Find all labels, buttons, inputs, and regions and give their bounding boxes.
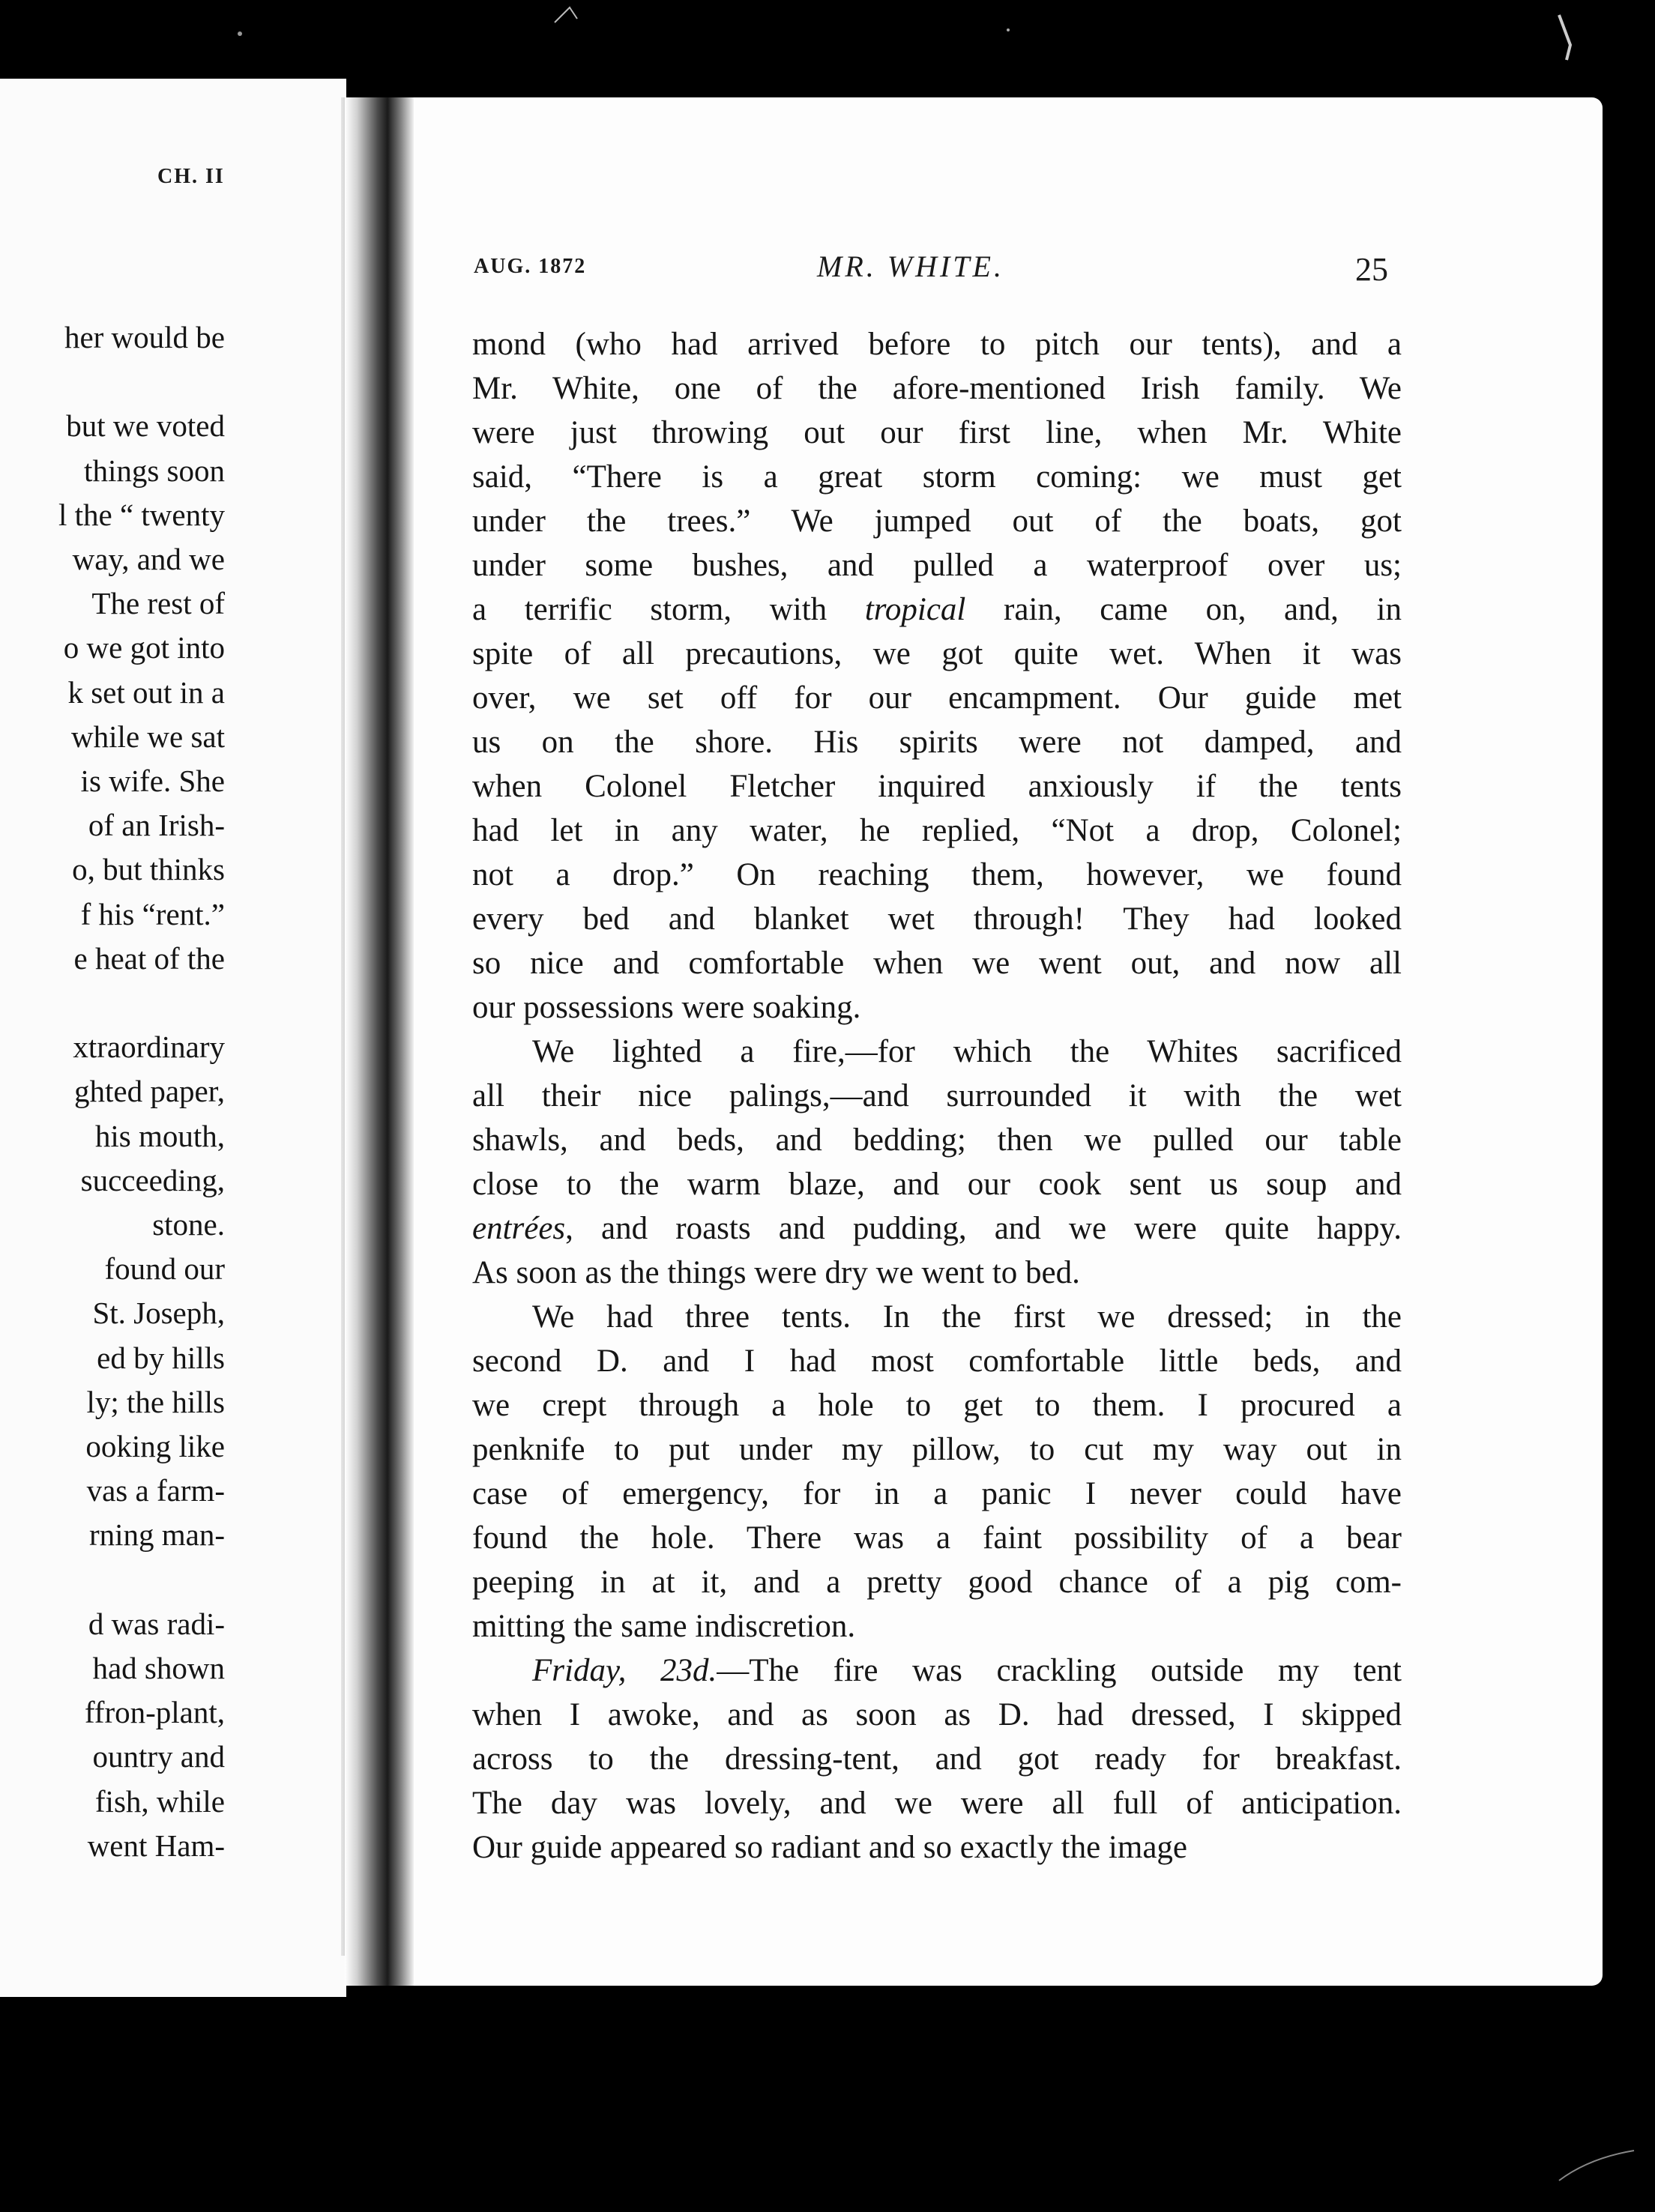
running-header-title: MR. WHITE. (817, 250, 1004, 283)
left-page-line: had shown (92, 1651, 225, 1685)
left-page-line: ountry and (92, 1739, 225, 1774)
body-text-line: so nice and comfortable when we went out, and now all (472, 946, 1402, 981)
body-text-line: said, “There is a great storm coming: we must get (472, 459, 1402, 495)
body-text-line: We had three tents. In the first we dressed; in the (532, 1299, 1402, 1335)
left-page-line: vas a farm- (86, 1473, 225, 1508)
left-page-line: while we sat (71, 719, 225, 754)
left-page-line: ooking like (85, 1429, 225, 1463)
body-text-line: entrées, and roasts and pudding, and we were quite happy. (472, 1211, 1402, 1246)
body-text-line: spite of all precautions, we got quite wet. When it was (472, 636, 1402, 671)
left-page-line: his mouth, (94, 1118, 225, 1153)
body-text-line: every bed and blanket wet through! They had looked (472, 901, 1402, 937)
body-text-line: under some bushes, and pulled a waterproof over us; (472, 548, 1402, 583)
body-text-line: found the hole. There was a faint possibility of a bear (472, 1520, 1402, 1556)
left-page-line: ed by hills (97, 1340, 225, 1375)
body-text-line: shawls, and beds, and bedding; then we pulled our table (472, 1122, 1402, 1158)
body-text-line: close to the warm blaze, and our cook sent us soup and (472, 1167, 1402, 1202)
body-text-line: not a drop.” On reaching them, however, we found (472, 857, 1402, 892)
left-page-line: fish, while (94, 1783, 225, 1819)
left-page-line: k set out in a (67, 674, 225, 710)
body-text-line: penknife to put under my pillow, to cut my way out in (472, 1432, 1402, 1467)
left-page-line: but we voted (66, 408, 225, 444)
left-page-line: succeeding, (80, 1162, 225, 1197)
body-text-line: when Colonel Fletcher inquired anxiously if the tents (472, 769, 1402, 804)
right-page-gutter-shadow (345, 97, 414, 1986)
page-number: 25 (1355, 251, 1388, 288)
body-text-line: peeping in at it, and a pretty good chance of a pig com- (472, 1565, 1402, 1600)
left-page-line: ffron-plant, (84, 1695, 225, 1730)
left-page-running-header: CH. II (157, 165, 225, 188)
body-text-line: As soon as the things were dry we went to bed. (472, 1255, 1080, 1290)
body-text-line: across to the dressing-tent, and got ready for breakfast. (472, 1741, 1402, 1777)
body-text-line: a terrific storm, with tropical rain, came on, and, in (472, 592, 1402, 627)
running-header-date: AUG. 1872 (474, 255, 587, 278)
body-text-line: we crept through a hole to get to them. I procured a (472, 1388, 1402, 1423)
page-body-text (472, 322, 1402, 1870)
body-text-line: second D. and I had most comfortable little beds, and (472, 1344, 1402, 1379)
body-text-line: Our guide appeared so radiant and so exactly the image (472, 1830, 1187, 1865)
left-page-line: her would be (64, 320, 225, 354)
body-text-line: mond (who had arrived before to pitch our tents), and a (472, 327, 1402, 362)
body-text-line: when I awoke, and as soon as D. had dressed, I skipped (472, 1697, 1402, 1732)
left-page-line: f his “rent.” (80, 896, 225, 931)
left-page-line: d was radi- (88, 1606, 225, 1641)
left-page-line: things soon (84, 453, 225, 488)
body-text-line: all their nice palings,—and surrounded it with the wet (472, 1078, 1402, 1113)
left-page-line: stone. (152, 1207, 225, 1242)
body-text-line: mitting the same indiscretion. (472, 1609, 856, 1644)
left-page-line: rning man- (88, 1517, 225, 1553)
left-page-line: found our (104, 1251, 225, 1287)
left-page-line: is wife. She (80, 764, 225, 798)
left-page-line: ghted paper, (74, 1074, 225, 1109)
left-page-line: The rest of (91, 586, 225, 621)
body-text-line: were just throwing out our first line, when Mr. White (472, 415, 1402, 450)
body-text-line: over, we set off for our encampment. Our guide met (472, 680, 1402, 716)
left-page-line: l the “ twenty (58, 497, 225, 532)
left-page-line: St. Joseph, (92, 1296, 225, 1331)
left-page-line: xtraordinary (73, 1030, 225, 1065)
left-page-line: e heat of the (73, 940, 225, 976)
body-text-line: Mr. White, one of the afore-mentioned Irish family. We (472, 371, 1402, 406)
body-text-line: had let in any water, he replied, “Not a drop, Colonel; (472, 813, 1402, 848)
body-text-line: The day was lovely, and we were all full of anticipation. (472, 1786, 1402, 1821)
left-page-line: o, but thinks (72, 852, 225, 887)
body-text-line: case of emergency, for in a panic I never could have (472, 1476, 1402, 1511)
body-text-line: under the trees.” We jumped out of the boats, got (472, 504, 1402, 539)
body-text-line: us on the shore. His spirits were not damped, and (472, 725, 1402, 760)
body-text-line: Friday, 23d.—The fire was crackling outside my tent (532, 1653, 1402, 1688)
left-page-line: ly; the hills (86, 1384, 225, 1419)
left-page-line: of an Irish- (88, 808, 225, 843)
body-text-line: our possessions were soaking. (472, 990, 861, 1025)
left-page-line: way, and we (72, 542, 225, 576)
body-text-line: We lighted a fire,—for which the Whites sacrificed (532, 1034, 1402, 1069)
left-page-line: o we got into (63, 630, 225, 665)
left-page-line: went Ham- (87, 1828, 225, 1863)
